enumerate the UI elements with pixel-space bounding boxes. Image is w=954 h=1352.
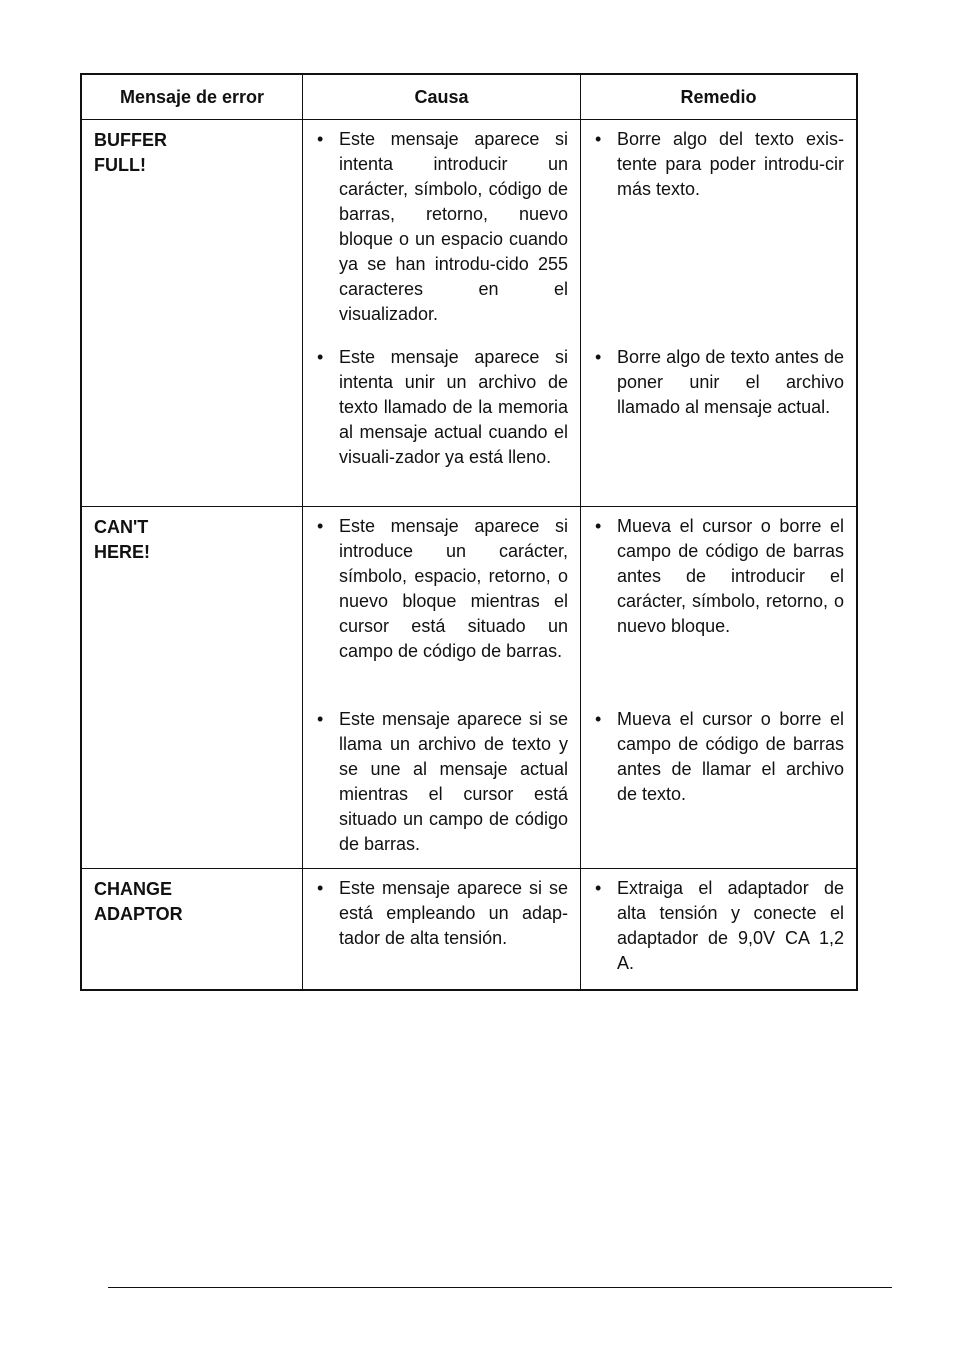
- error-message-cell: [82, 120, 303, 506]
- cause-cell: [303, 869, 581, 989]
- cause-cell: [303, 507, 581, 868]
- error-message-cell: [82, 507, 303, 868]
- bullet-icon: •: [595, 347, 602, 367]
- header-remedio: Remedio: [680, 86, 757, 107]
- remedy-cell: [581, 869, 856, 989]
- error-message-line: CAN'T: [94, 517, 149, 537]
- bullet-icon: •: [317, 347, 324, 367]
- bullet-icon: •: [595, 516, 602, 536]
- bullet-icon: •: [317, 516, 324, 536]
- header-causa: Causa: [303, 75, 581, 119]
- remedy-item: [595, 127, 844, 345]
- table-header-row: [82, 75, 856, 119]
- header-mensaje-de-error: Mensaje de error: [82, 75, 303, 119]
- error-message-line: ADAPTOR: [94, 904, 183, 924]
- cause-item: [317, 876, 568, 951]
- cause-text: Este mensaje aparece si se está empleando un adap-tador de alta tensión.: [339, 878, 568, 948]
- error-message-cell: [82, 869, 303, 989]
- error-message-line: BUFFER: [94, 130, 167, 150]
- table-row: [82, 868, 856, 989]
- remedy-text: Extraiga el adaptador de alta tensión y conecte el adaptador de 9,0V CA 1,2 A.: [617, 878, 844, 973]
- bullet-icon: •: [595, 709, 602, 729]
- remedy-item: [595, 876, 844, 976]
- remedy-text: Mueva el cursor o borre el campo de código de barras antes de introducir el carácter, símbolo, retorno, o nuevo bloque.: [617, 516, 844, 636]
- error-message-table: [80, 73, 858, 991]
- bullet-icon: •: [595, 878, 602, 898]
- error-message-line: FULL!: [94, 155, 146, 175]
- error-message-line: HERE!: [94, 542, 151, 562]
- remedy-item: [595, 345, 844, 420]
- cause-item: [317, 127, 568, 345]
- cause-text: Este mensaje aparece si intenta unir un archivo de texto llamado de la memoria al mensaje actual cuando el visuali-zador ya está lleno.: [339, 347, 568, 467]
- cause-text: Este mensaje aparece si introduce un carácter, símbolo, espacio, retorno, o nuevo bloque mientras el cursor está situado un campo de código de barras.: [339, 516, 568, 661]
- cause-item: [317, 707, 568, 857]
- remedy-text: Mueva el cursor o borre el campo de código de barras antes de llamar el archivo de texto.: [617, 709, 844, 804]
- table-row: [82, 506, 856, 868]
- cause-text: Este mensaje aparece si se llama un archivo de texto y se une al mensaje actual mientras el cursor está situado un campo de código de barras.: [339, 709, 568, 854]
- table-row: [82, 119, 856, 506]
- remedy-cell: [581, 120, 856, 506]
- remedy-text: Borre algo de texto antes de poner unir el archivo llamado al mensaje actual.: [617, 347, 844, 417]
- bullet-icon: •: [317, 878, 324, 898]
- cause-item: [317, 345, 568, 470]
- remedy-cell: [581, 507, 856, 868]
- remedy-item: [595, 707, 844, 807]
- cause-cell: [303, 120, 581, 506]
- bullet-icon: •: [317, 129, 324, 149]
- bullet-icon: •: [595, 129, 602, 149]
- error-message-line: CHANGE: [94, 879, 173, 899]
- cause-text: Este mensaje aparece si intenta introducir un carácter, símbolo, código de barras, retorno, nuevo bloque o un espacio cuando ya se han introdu-cido 255 caracteres en el visualizador.: [339, 129, 568, 324]
- remedy-text: Borre algo del texto exis-tente para poder introdu-cir más texto.: [617, 129, 844, 199]
- cause-item: [317, 514, 568, 707]
- footer-rule: [108, 1287, 892, 1288]
- remedy-item: [595, 514, 844, 707]
- bullet-icon: •: [317, 709, 324, 729]
